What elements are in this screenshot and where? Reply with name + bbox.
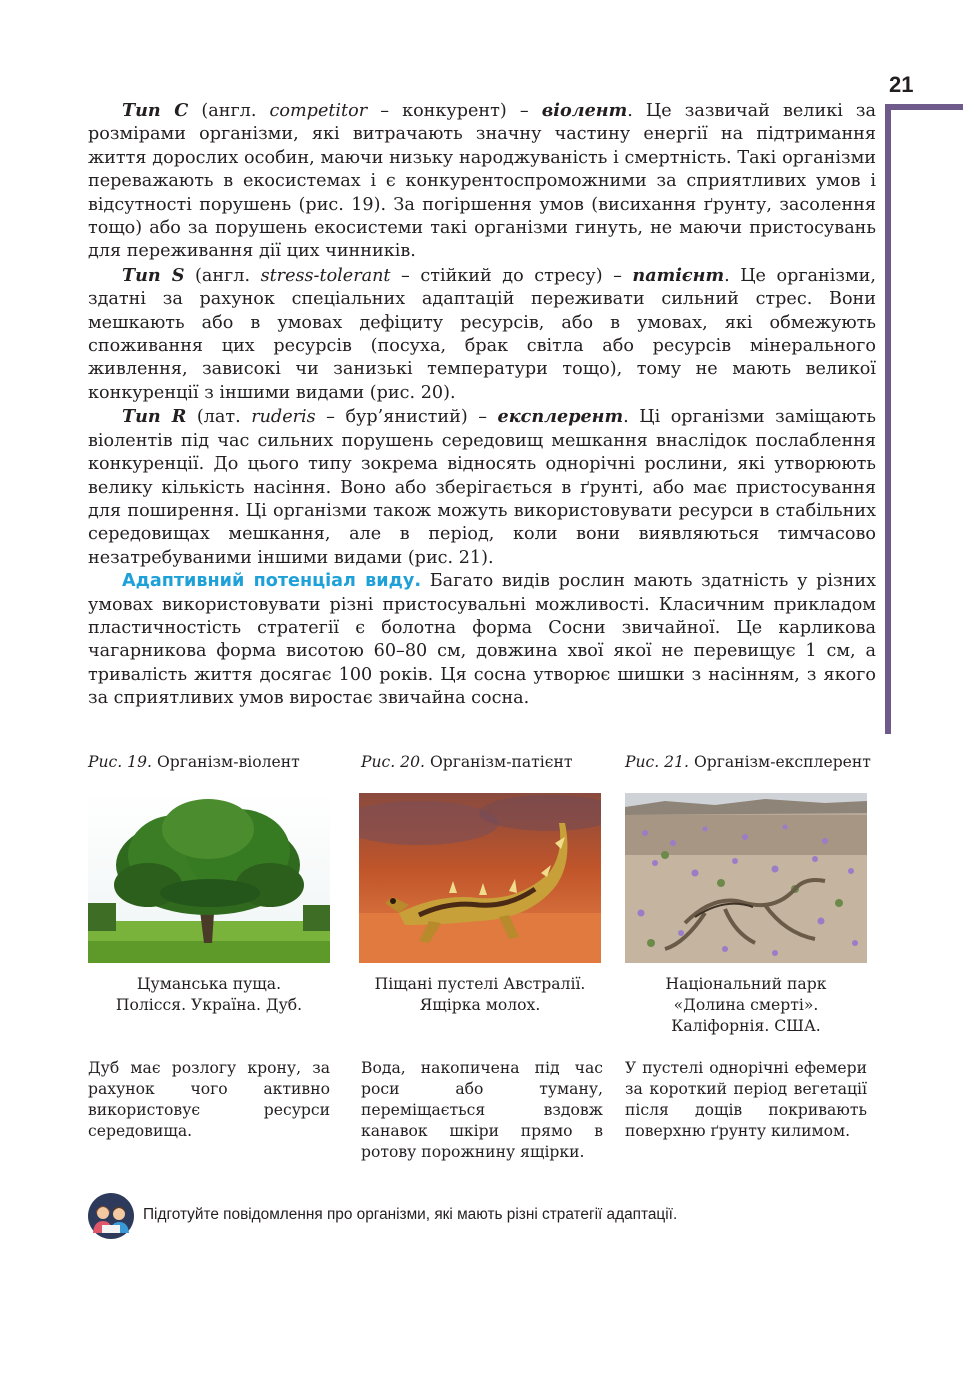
text-span: . Це зазвичай великі за розмірами організми, які витрачають значну частину енергії на підтримання життя дорослих особин, маючи низьку народжуваність і смертність. Такі організми переважають в екосистемах і є конкурентоспроможними за сприятливих умов і відсутності порушень (рис. 19). За погіршення умов (висихання ґрунту, засолення тощо) або за порушень екосистеми такі організми гинуть, не маючи пристосувань для переживання дії цих чинників. xyxy=(88,101,876,262)
figure-description: У пустелі однорічні ефемери за короткий період вегетації після дощів покривають поверхню ґрунту килимом. xyxy=(625,1059,867,1140)
figure-description: Дуб має розлогу крону, за рахунок чого активно використовує ресурси середовища. xyxy=(88,1059,330,1140)
task-text: Підготуйте повідомлення про організми, які мають різні стратегії адаптації. xyxy=(143,1206,678,1223)
term: Тип R xyxy=(122,406,187,428)
text-span: . Це організми, здатні за рахунок спеціальних адаптацій переживати сильний стрес. Вони мешкають або в умовах дефіциту ресурсів, або в умовах, які обмежують споживання цих ресурсів (посуха, брак світла або ресурсів мінерального живлення, зависокі чи занизькі температури тощо), тому не мають великої конкуренції з іншими видами (рис. 20). xyxy=(88,265,876,403)
task-block xyxy=(88,1193,888,1239)
figure-title: Організм-віолент xyxy=(151,753,300,771)
figure-caption xyxy=(361,752,623,772)
figure-subcaption xyxy=(625,974,867,1037)
figure-21 xyxy=(625,752,887,1140)
subcaption-line: Каліфорнія. США. xyxy=(671,1017,821,1035)
figure-caption xyxy=(625,752,887,772)
oak-tree-image xyxy=(88,793,330,963)
subcaption-line: Піщані пустелі Австралії. xyxy=(374,975,586,993)
figure-number: Рис. 20. xyxy=(361,753,425,771)
paragraph-adaptive-potential xyxy=(88,570,876,710)
text-span: – бур’янистий) – xyxy=(315,407,498,428)
text-span: – стійкий до стресу) – xyxy=(390,265,633,286)
paragraph-type-r xyxy=(88,405,876,570)
section-heading: Адаптивний потенціал виду. xyxy=(122,571,422,592)
figure-caption xyxy=(88,752,350,772)
paragraph-type-c xyxy=(88,99,876,264)
page-accent-bar-side xyxy=(885,104,891,734)
figure-19 xyxy=(88,752,350,1140)
text-span: . Ці організми заміщають віолентів під час сильних порушень середовищ мешкання внаслідок послаблення конкуренції. До цього типу зокрема відносять однорічні рослини, які утворюють велику кількість насіння. Воно або зберігається в ґрунті, або має пристосування для поширення. Ці організми також можуть використовувати ресурси в стабільних середовищах мешкання, але в період, коли вони виявляються тимчасово незатребуваними іншими видами (рис. 21). xyxy=(88,407,876,568)
figure-title: Організм-експлерент xyxy=(688,753,871,771)
text-span: (англ. xyxy=(188,101,270,121)
text-span: (лат. xyxy=(186,407,252,428)
latin-term: ruderis xyxy=(251,407,316,428)
text-span: (англ. xyxy=(184,265,261,286)
subcaption-line: «Долина смерті». xyxy=(673,996,819,1014)
figure-subcaption xyxy=(88,974,330,1016)
figure-description: Вода, накопичена під час роси або туману, переміщається вздовж канавок шкіри прямо в ротову порожнину ящірки. xyxy=(361,1059,603,1161)
figure-subcaption xyxy=(359,974,601,1016)
thorny-devil-lizard-image xyxy=(359,793,601,963)
latin-term: competitor xyxy=(269,101,368,121)
students-icon xyxy=(88,1193,134,1239)
page-accent-bar-top xyxy=(885,104,963,110)
main-text xyxy=(88,99,876,711)
text-span: Багато видів рослин мають здатність у різних умовах використовувати різні пристосувальні можливості. Класичним прикладом пластичностість стратегії є болотна форма Сосни звичайної. Це карликова чагарникова форма висотою 60–80 см, довжина хвої якої не перевищує 1 см, а тривалість життя досягає 100 років. Ця сосна утворює шишки з насінням, з якого за сприятливих умов виростає звичайна сосна. xyxy=(88,571,876,709)
term: Тип S xyxy=(122,264,185,286)
subcaption-line: Полісся. Україна. Дуб. xyxy=(115,996,303,1014)
figure-20 xyxy=(361,752,623,1161)
page-number: 21 xyxy=(889,72,914,97)
subcaption-line: Ящірка молох. xyxy=(419,996,541,1014)
subcaption-line: Національний парк xyxy=(665,975,827,993)
figure-title: Організм-патієнт xyxy=(424,753,573,771)
strategy-name: патієнт xyxy=(632,264,725,286)
figure-number: Рис. 21. xyxy=(625,753,689,771)
paragraph-type-s xyxy=(88,264,876,405)
strategy-name: віолент xyxy=(541,100,628,121)
term: Тип C xyxy=(122,100,189,121)
subcaption-line: Цуманська пуща. xyxy=(136,975,282,993)
latin-term: stress-tolerant xyxy=(260,265,391,286)
death-valley-flowers-image xyxy=(625,793,867,963)
strategy-name: експлерент xyxy=(497,406,624,428)
figure-number: Рис. 19. xyxy=(88,753,152,771)
text-span: – конкурент) – xyxy=(367,101,542,121)
